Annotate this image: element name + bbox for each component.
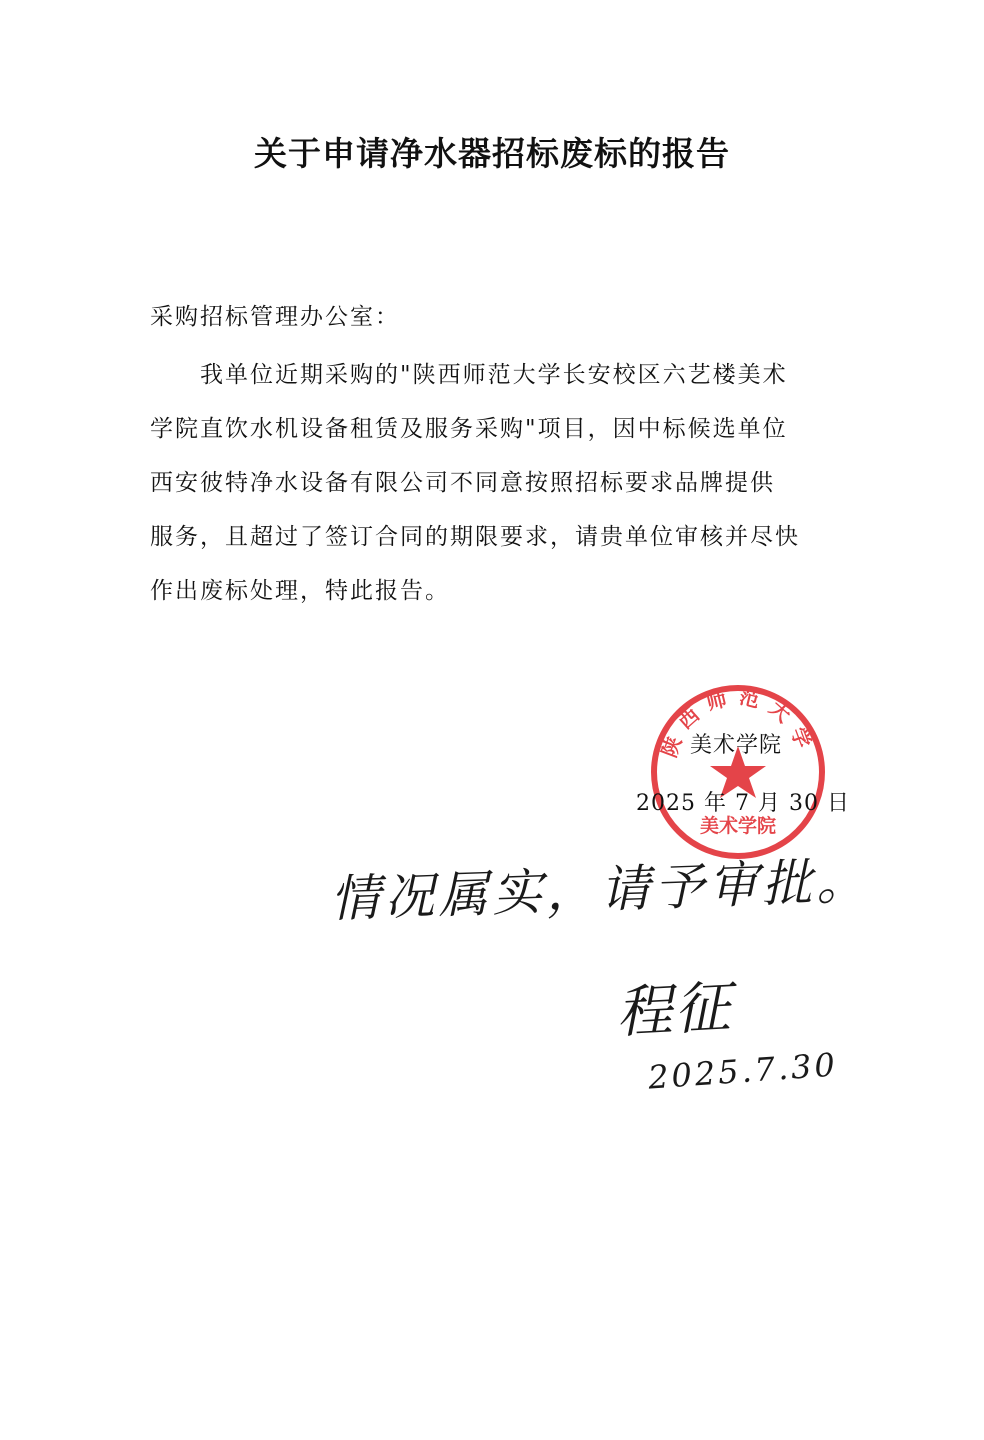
seal-bottom-text: 美术学院 bbox=[699, 815, 777, 837]
body-line: 我单位近期采购的"陕西师范大学长安校区六艺楼美术 bbox=[200, 362, 788, 388]
signature-org: 美术学院 bbox=[690, 733, 783, 758]
seal-ring-text: 陕西师范大学 bbox=[656, 684, 820, 761]
body-line: 服务，且超过了签订合同的期限要求，请贵单位审核并尽快 bbox=[150, 524, 800, 550]
page-title: 关于申请净水器招标废标的报告 bbox=[254, 134, 730, 173]
body-line: 学院直饮水机设备租赁及服务采购"项目，因中标候选单位 bbox=[150, 416, 788, 442]
addressee: 采购招标管理办公室： bbox=[150, 304, 400, 330]
official-seal bbox=[648, 682, 828, 862]
body-line: 西安彼特净水设备有限公司不同意按照招标要求品牌提供 bbox=[150, 470, 775, 496]
handwritten-date: 2025.7.30 bbox=[646, 1045, 839, 1097]
handwritten-approval-note: 情况属实，请予审批。 bbox=[329, 851, 871, 929]
body-line: 作出废标处理，特此报告。 bbox=[150, 578, 450, 604]
report-body bbox=[150, 348, 840, 618]
signature-date: 2025 年 7 月 30 日 bbox=[636, 791, 850, 816]
handwritten-signature: 程征 bbox=[614, 975, 734, 1046]
